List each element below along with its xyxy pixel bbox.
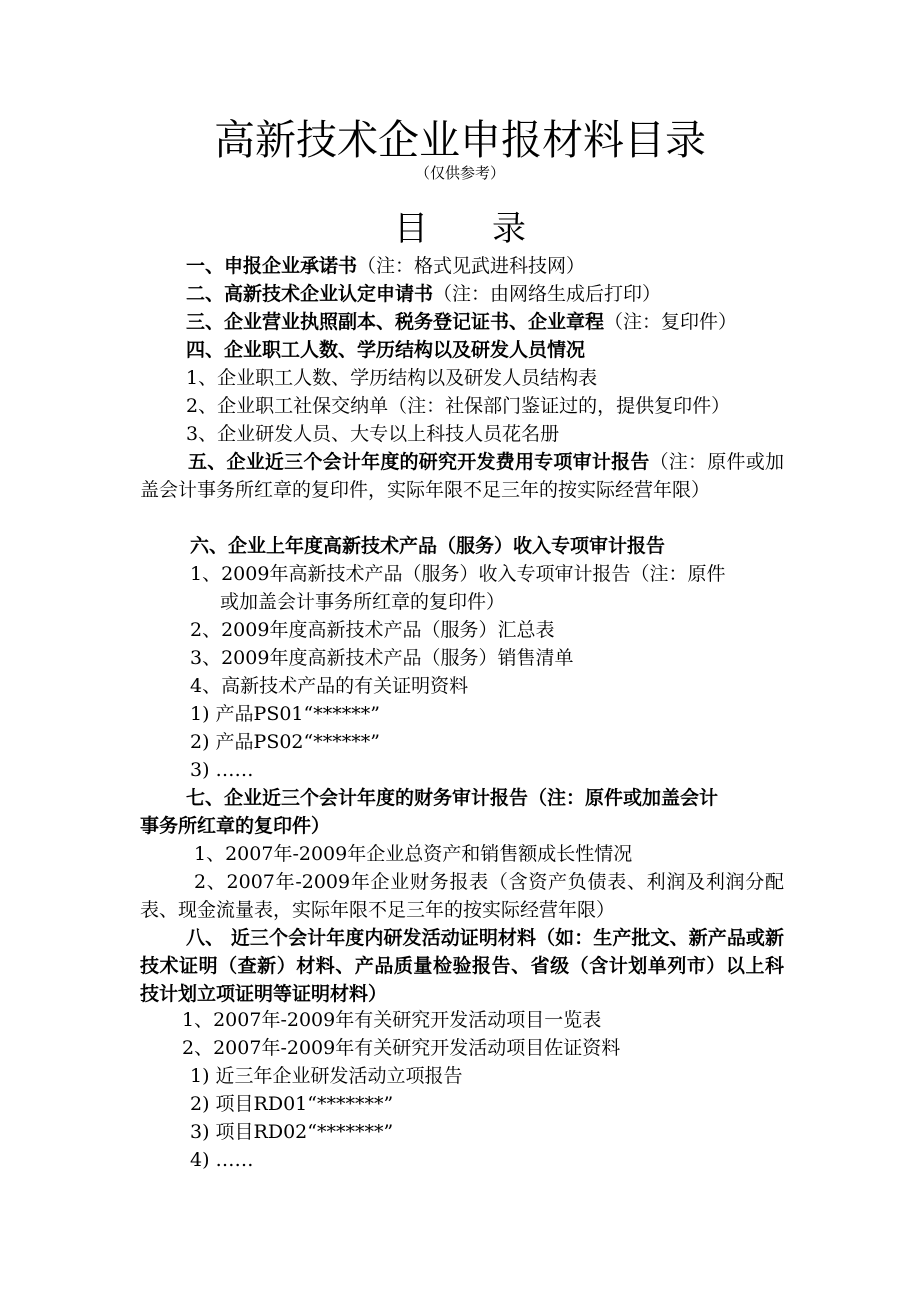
section-6-sub-2: 2) 产品PS02“******” bbox=[190, 731, 380, 753]
section-7-item-2: 2、2007年-2009年企业财务报表（含资产负债表、利润及利润分配表、现金流量表，实际年限不足三年的按实际经营年限） bbox=[140, 871, 784, 921]
toc-heading: 目录 bbox=[394, 209, 590, 249]
section-8-sub-4: 4) …… bbox=[190, 1149, 254, 1171]
section-2 bbox=[186, 280, 661, 308]
section-1-heading: 一、申报企业承诺书 bbox=[186, 255, 358, 277]
section-8-heading: 八、 近三个会计年度内研发活动证明材料（如：生产批文、新产品或新技术证明（查新）材料、产品质量检验报告、省级（含计划单列市）以上科技计划立项证明等证明材料） bbox=[140, 927, 784, 1005]
section-5-heading: 五、企业近三个会计年度的研究开发费用专项审计报告 bbox=[188, 451, 650, 473]
section-4-item-3: 3、企业研发人员、大专以上科技人员花名册 bbox=[186, 423, 560, 445]
document-title: 高新技术企业申报材料目录 bbox=[214, 116, 706, 164]
section-2-heading: 二、高新技术企业认定申请书 bbox=[186, 283, 434, 305]
section-3-heading: 三、企业营业执照副本、税务登记证书、企业章程 bbox=[186, 311, 605, 333]
section-4-item-2: 2、企业职工社保交纳单（注：社保部门鉴证过的，提供复印件） bbox=[186, 395, 731, 417]
section-5 bbox=[140, 448, 784, 504]
section-7-item-1: 1、2007年-2009年企业总资产和销售额成长性情况 bbox=[194, 843, 633, 865]
document-subtitle: （仅供参考） bbox=[414, 164, 505, 182]
section-8-sub-2: 2) 项目RD01“*******” bbox=[190, 1093, 394, 1115]
section-6-item-1-cont: 或加盖会计事务所红章的复印件） bbox=[220, 591, 506, 613]
section-8-sub-3: 3) 项目RD02“*******” bbox=[190, 1121, 394, 1143]
section-7-heading: 七、企业近三个会计年度的财务审计报告（注：原件或加盖会计 bbox=[186, 787, 719, 809]
section-1 bbox=[186, 252, 585, 280]
section-6-item-3: 3、2009年度高新技术产品（服务）销售清单 bbox=[190, 647, 574, 669]
section-6-heading: 六、企业上年度高新技术产品（服务）收入专项审计报告 bbox=[190, 535, 666, 557]
section-5-note: （注：原件或加盖会计事务所红章的复印件，实际年限不足三年的按实际经营年限） bbox=[140, 451, 784, 501]
section-6-item-1: 1、2009年高新技术产品（服务）收入专项审计报告（注：原件 bbox=[190, 563, 726, 585]
section-2-note: （注：由网络生成后打印） bbox=[433, 283, 662, 305]
section-8-item-1: 1、2007年-2009年有关研究开发活动项目一览表 bbox=[182, 1009, 602, 1031]
section-8-item-2: 2、2007年-2009年有关研究开发活动项目佐证资料 bbox=[182, 1037, 621, 1059]
section-3-note: （注：复印件） bbox=[604, 311, 738, 333]
section-6-item-4: 4、高新技术产品的有关证明资料 bbox=[190, 675, 469, 697]
section-1-note: （注：格式见武进科技网） bbox=[357, 255, 586, 277]
section-7-heading-cont: 事务所红章的复印件） bbox=[140, 815, 331, 837]
section-8-sub-1: 1) 近三年企业研发活动立项报告 bbox=[190, 1065, 463, 1087]
section-3 bbox=[186, 308, 737, 336]
section-4-item-1: 1、企业职工人数、学历结构以及研发人员结构表 bbox=[186, 367, 598, 389]
section-6-sub-3: 3) …… bbox=[190, 759, 254, 781]
section-6-sub-1: 1) 产品PS01“******” bbox=[190, 703, 380, 725]
section-4-heading: 四、企业职工人数、学历结构以及研发人员情况 bbox=[186, 339, 586, 361]
section-6-item-2: 2、2009年度高新技术产品（服务）汇总表 bbox=[190, 619, 555, 641]
